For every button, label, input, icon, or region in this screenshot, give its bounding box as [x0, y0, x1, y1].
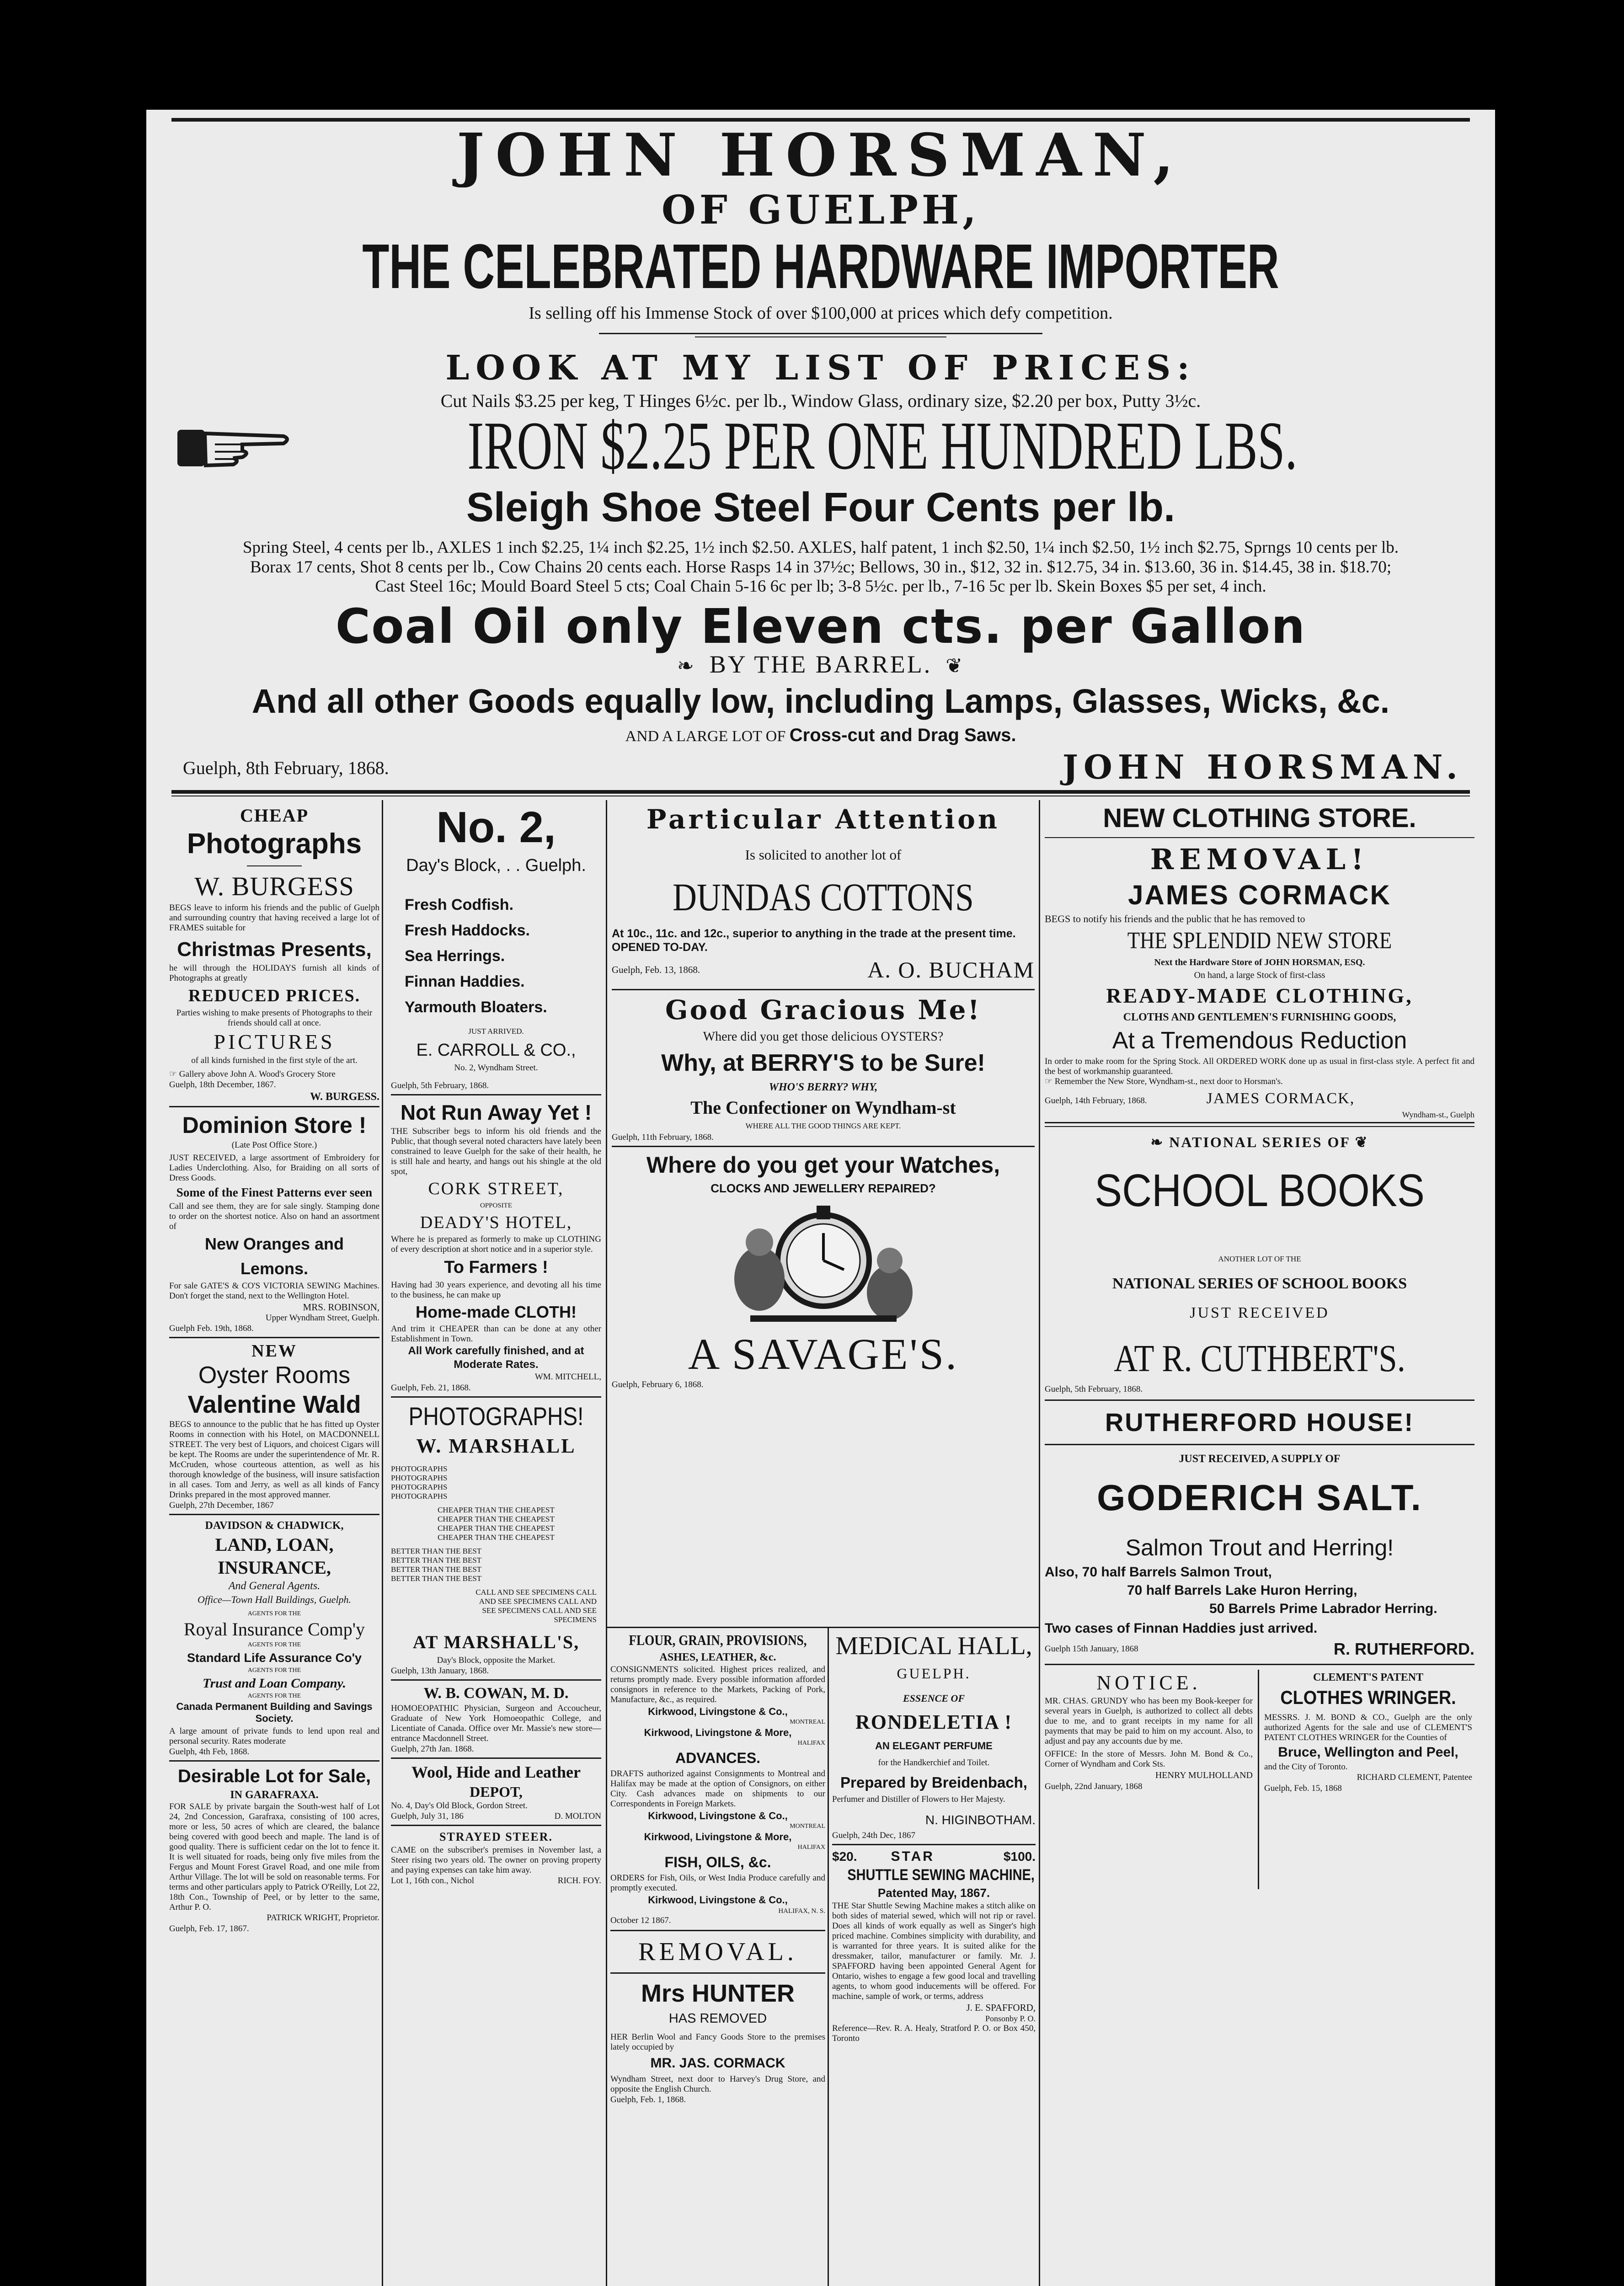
rutherford-heading: RUTHERFORD HOUSE!: [1105, 1408, 1415, 1437]
kirk-date: October 12 1867.: [610, 1916, 671, 1925]
agents-label-1: AGENTS FOR THE: [247, 1610, 301, 1617]
column-3: [612, 802, 1035, 1625]
strayed-text: CAME on the subscriber's premises in November last, a Steer rising two years old. The owner on proving property and paying expenses can take him away.: [391, 1845, 601, 1875]
top-rule: [171, 118, 1470, 122]
clements-label: CLEMENT'S PATENT: [1313, 1672, 1424, 1683]
deadys-text: Where he is prepared as formerly to make up CLOTHING of every description at short notice and in a superior style.: [391, 1234, 601, 1254]
depot-heading: DEPOT,: [470, 1784, 523, 1800]
cormack-heading: MR. JAS. CORMACK: [650, 2056, 785, 2071]
whos-berry: WHO'S BERRY? WHY,: [769, 1081, 878, 1093]
medical-date: Guelph, 24th Dec, 1867: [832, 1831, 916, 1840]
james-cormack-heading: JAMES CORMACK: [1128, 880, 1391, 910]
wringer-heading: CLOTHES WRINGER.: [1280, 1687, 1456, 1708]
rule: [1045, 1444, 1474, 1445]
bucham-foot: [612, 957, 1035, 983]
garafraxa-label: IN GARAFRAXA.: [230, 1789, 319, 1801]
column-1: [169, 802, 379, 2286]
finest-patterns: Some of the Finest Patterns ever seen: [176, 1186, 373, 1199]
patented-line: Patented May, 1867.: [877, 1886, 990, 1900]
halifax-3: HALIFAX, N. S.: [778, 1907, 825, 1915]
agents-label-3: AGENTS FOR THE: [247, 1667, 301, 1674]
kirkwood-3: Kirkwood, Livingstone & Co.,: [648, 1810, 788, 1821]
molton-date-wrap: [391, 1811, 601, 1822]
cork-street: CORK STREET,: [428, 1179, 564, 1198]
notrun-heading: Not Run Away Yet !: [400, 1100, 592, 1124]
wright-signature: PATRICK WRIGHT, Proprietor.: [267, 1913, 379, 1923]
header-divider: [599, 333, 1042, 334]
valentine-date: Guelph, 27th December, 1867: [169, 1501, 274, 1510]
notice-office: OFFICE: In the store of Messrs. John M. Bond & Co., Corner of Wyndham and Cork Sts.: [1045, 1749, 1253, 1769]
rondeletia-heading: RONDELETIA !: [855, 1711, 1013, 1733]
tagline-wrap: [165, 232, 1477, 301]
reduced-prices: REDUCED PRICES.: [188, 986, 361, 1005]
guelph-label: GUELPH.: [897, 1665, 971, 1682]
next-door: Next the Hardware Store of JOHN HORSMAN, ESQ.: [1154, 957, 1365, 967]
rule: [169, 1106, 379, 1107]
deadys-hotel: DEADY'S HOTEL,: [420, 1213, 572, 1232]
salmon-line-1: Also, 70 half Barrels Salmon Trout,: [1045, 1565, 1272, 1580]
kirkwood-2: Kirkwood, Livingstone & More,: [644, 1727, 792, 1738]
cheap-label: CHEAP: [240, 805, 309, 826]
carroll-name: E. CARROLL & CO.,: [416, 1041, 576, 1060]
cloths-line: CLOTHS AND GENTLEMEN'S FURNISHING GOODS,: [1123, 1011, 1396, 1023]
rule: [612, 989, 1035, 990]
shuttle-heading: SHUTTLE SEWING MACHINE,: [847, 1866, 1035, 1884]
header-bottom-rule: [171, 790, 1470, 794]
bottom-ads: [1045, 1670, 1474, 1889]
rule: [391, 1396, 601, 1398]
intro-line: Is selling off his Immense Stock of over $100,000 at prices which defy competition.: [529, 304, 1113, 323]
header-divider-2: [695, 336, 946, 337]
desirable-text: FOR SALE by private bargain the South-west half of Lot 24, 2nd Concession, Garafraxa, consisting of 100 acres, more or less, 50 acres of which are cleared, the balance being covered with good beech and maple. The land is of good quality. There is sufficient cedar on the lot to fence it. It is well situated for roads, being only five miles from the Fergus and Mount Forest Gravel Road, and one mile from Arthur Village. The lot will be sold on reasonable terms. For terms and other particulars apply to Patrick O'Reilly, Lot 22, 18th Con., Township of Peel, or by letter to the same, Arthur P. O.: [169, 1802, 379, 1912]
new-label: NEW: [251, 1341, 297, 1361]
hunter-heading: Mrs HUNTER: [641, 1980, 795, 2007]
price-twenty: $20.: [832, 1849, 857, 1864]
ruth-signature: R. RUTHERFORD.: [1334, 1640, 1474, 1658]
rule: [247, 865, 302, 866]
molton-name: D. MOLTON: [554, 1811, 601, 1821]
salmon-line-3: 50 Barrels Prime Labrador Herring.: [1209, 1601, 1437, 1616]
farmers-heading: To Farmers !: [444, 1258, 548, 1277]
fish-item: Fresh Codfish.: [405, 896, 514, 913]
homemade-heading: Home-made CLOTH!: [415, 1303, 577, 1321]
goderich-heading: GODERICH SALT.: [1097, 1477, 1422, 1518]
column-4: [1045, 802, 1474, 2286]
remember-line-wrap: [1045, 1077, 1474, 1087]
column-rule-3: [1039, 800, 1040, 2286]
notice-text: MR. CHAS. GRUNDY who has been my Book-keeper for several years in Guelph, is authorized to collect all debts due to me, and to grant receipts in my name for all payments that may be paid to him on my account. Also, to adjust and pay any accounts due by me.: [1045, 1696, 1253, 1746]
rule: [1045, 1122, 1474, 1123]
dundas-heading: DUNDAS COTTONS: [673, 875, 974, 919]
tagline: THE CELEBRATED HARDWARE IMPORTER: [362, 232, 1279, 301]
rule: [610, 1972, 825, 1974]
notice-heading: NOTICE.: [1096, 1672, 1201, 1694]
kirkwood-4: Kirkwood, Livingstone & More,: [644, 1831, 792, 1843]
ruth-foot: [1045, 1639, 1474, 1659]
medical-hall: MEDICAL HALL,: [835, 1632, 1032, 1660]
christmas-text: he will through the HOLIDAYS furnish all kinds of Photographs at greatly: [169, 963, 379, 983]
bucham-signature: A. O. BUCHAM: [867, 957, 1035, 983]
just-arrived: JUST ARRIVED.: [468, 1027, 524, 1036]
hunter-date: Guelph, Feb. 1, 1868.: [610, 2095, 686, 2104]
just-received: JUST RECEIVED: [1190, 1304, 1330, 1321]
standard-life: Standard Life Assurance Co'y: [187, 1651, 362, 1665]
bucham-date: Guelph, Feb. 13, 1868.: [612, 964, 700, 975]
prepared-by: Prepared by Breidenbach,: [840, 1774, 1027, 1791]
rule: [391, 1094, 601, 1095]
at-marshalls: AT MARSHALL'S,: [412, 1632, 580, 1652]
wright-date: Guelph, Feb. 17, 1867.: [169, 1924, 249, 1933]
cormack-date: Guelph, 14th February, 1868.: [1045, 1096, 1147, 1106]
essence-label: ESSENCE OF: [903, 1693, 965, 1704]
agents-label-2: AGENTS FOR THE: [247, 1641, 301, 1648]
halifax-2: HALIFAX: [797, 1844, 825, 1851]
rule: [610, 1930, 825, 1931]
oranges-text: For sale GATE'S & CO'S VICTORIA SEWING Machines. Don't forget the stand, next to the Wellington Hotel.: [169, 1281, 379, 1301]
newspaper-page: [146, 110, 1495, 2286]
header-signature: JOHN HORSMAN.: [1062, 749, 1463, 785]
fish-list: [391, 892, 601, 1020]
clothing-heading: NEW CLOTHING STORE.: [1103, 803, 1416, 833]
kirkwood-1: Kirkwood, Livingstone & Co.,: [648, 1706, 788, 1717]
cowan-heading: W. B. COWAN, M. D.: [423, 1685, 569, 1702]
star-label: STAR: [891, 1849, 935, 1864]
mulholland-name: HENRY MULHOLLAND: [1155, 1770, 1253, 1780]
barrel-wrap: [165, 649, 1477, 679]
carroll-date: Guelph, 5th February, 1868.: [391, 1081, 489, 1090]
salmon-heading: Salmon Trout and Herring!: [1125, 1535, 1394, 1560]
sleigh-steel: Sleigh Shoe Steel Four Cents per lb.: [466, 485, 1175, 530]
burgess-date: Guelph, 18th December, 1867.: [169, 1080, 276, 1090]
rule: [1045, 837, 1474, 838]
office-line: Office—Town Hall Buildings, Guelph.: [198, 1594, 351, 1605]
robinson-date: Guelph Feb. 19th, 1868.: [169, 1324, 254, 1333]
pointing-hand-icon: ☞: [169, 1069, 179, 1079]
detail-line-2: Borax 17 cents, Shot 8 cents per lb., Cow Chains 20 cents each. Horse Rasps 14 in 37½c; Bellows, 30 in., $12, 32 in. $12.75, 34 in. $13.60, 36 in. $14.45, 38 in. $18.70;: [250, 558, 1392, 577]
pointing-hand-icon: [174, 416, 293, 475]
advertiser-name: JOHN HORSMAN,: [456, 123, 1185, 187]
photographs-heading: Photographs: [187, 828, 362, 860]
strayed-lot: Lot 1, 16th con., Nichol: [391, 1876, 475, 1885]
cormack-address: Wyndham-st., Guelph: [1402, 1110, 1474, 1119]
homemade-text: And trim it CHEAPER than can be done at any other Establishment in Town.: [391, 1324, 601, 1344]
spafford-name: J. E. SPAFFORD,: [966, 2002, 1036, 2013]
robinson-address: Upper Wyndham Street, Guelph.: [265, 1313, 379, 1323]
consign-text: CONSIGNMENTS solicited. Highest prices realized, and returns promptly made. Every possible information afforded consignors in reference to the Markets, Packing of Pork, Manufacture, &c., as required.: [610, 1665, 825, 1704]
mitchell-name: WM. MITCHELL,: [534, 1372, 601, 1382]
robinson-name: MRS. ROBINSON,: [303, 1302, 379, 1313]
molton-address: No. 4, Day's Old Block, Gordon Street.: [391, 1801, 528, 1811]
pointing-hand-icon: ☞: [1045, 1077, 1055, 1086]
rule: [1045, 1664, 1474, 1665]
no2-heading: No. 2,: [436, 803, 556, 852]
notice-date: Guelph, 22nd January, 1868: [1045, 1782, 1143, 1791]
advances-text: DRAFTS authorized against Consignments to Montreal and Halifax may be made at the option of Consignors, on either City. Cash advances made on shipments to our Correspondents in Foreign Markets.: [610, 1769, 825, 1809]
strayed-signature: RICH. FOY.: [557, 1876, 601, 1885]
dominion-text: JUST RECEIVED, a large assortment of Embroidery for Ladies Underclothing. Also, for Braiding on all sorts of Dress Goods.: [169, 1153, 379, 1183]
oysters-question: Where did you get those delicious OYSTERS?: [703, 1030, 944, 1044]
gracious-heading: Good Gracious Me!: [665, 994, 981, 1025]
photographs-heading-2: PHOTOGRAPHS!: [408, 1402, 584, 1431]
header-dateline: Guelph, 8th February, 1868.: [183, 758, 389, 778]
general-agents: And General Agents.: [228, 1580, 321, 1592]
national-series-heading: [1045, 1131, 1474, 1154]
clock-cherubs-illustration: [612, 1201, 1035, 1329]
montreal-2: MONTREAL: [790, 1823, 825, 1830]
better-list: BETTER THAN THE BEST BETTER THAN THE BEST BETTER THAN THE BEST BETTER THAN THE BEST: [391, 1547, 482, 1583]
column-rule-2: [606, 800, 607, 2286]
rule: [612, 1146, 1035, 1147]
days-block: Day's Block, . . Guelph.: [406, 856, 586, 875]
detail-line-3: Cast Steel 16c; Mould Board Steel 5 cts; Coal Chain 5-16 6c per lb; 3-8 5½c. per lb., 7-16 5c per lb. Skein Boxes $5 per set, 4 inch.: [375, 577, 1266, 596]
removal-banner: REMOVAL!: [1150, 843, 1369, 876]
ponsonby-line: Ponsonby P. O.: [985, 2014, 1036, 2023]
fish-item: Finnan Haddies.: [405, 973, 525, 990]
cormack-signature: JAMES CORMACK,: [1206, 1090, 1355, 1107]
oranges-heading: New Oranges and Lemons.: [204, 1234, 344, 1278]
reduced-text: Parties wishing to make presents of Photographs to their friends should call at once.: [176, 1008, 373, 1028]
wringer-text: MESSRS. J. M. BOND & CO., Guelph are the only authorized Agents for the sale and use of CLEMENT'S PATENT CLOTHES WRINGER for the Counties of: [1264, 1713, 1472, 1742]
carroll-address: No. 2, Wyndham Street.: [454, 1063, 538, 1073]
richard-clement: RICHARD CLEMENT, Patentee: [1357, 1773, 1472, 1782]
rule: [391, 1825, 601, 1826]
valentine-heading: Valentine Wald: [187, 1391, 361, 1418]
savage-heading: A SAVAGE'S.: [688, 1330, 959, 1378]
dominion-heading: Dominion Store !: [182, 1112, 367, 1138]
desirable-heading: Desirable Lot for Sale,: [177, 1766, 371, 1786]
kirkwood-5: Kirkwood, Livingstone & Co.,: [648, 1894, 788, 1906]
detail-line-1: Spring Steel, 4 cents per lb., AXLES 1 inch $2.25, 1¼ inch $2.25, 1½ inch $2.50. AXLES, half patent, 1 inch $2.50, 1¼ inch $2.50, 1½ inch $2.75, Sprngs 10 cents per lb.: [242, 538, 1399, 557]
marshall-heading: W. MARSHALL: [416, 1435, 576, 1457]
clocks-heading: CLOCKS AND JEWELLERY REPAIRED?: [710, 1181, 936, 1195]
confectioner-heading: The Confectioner on Wyndham-st: [690, 1097, 956, 1118]
other-goods: And all other Goods equally low, including Lamps, Glasses, Wicks, &c.: [251, 682, 1390, 720]
watches-heading: Where do you get your Watches,: [646, 1152, 1000, 1178]
counties-line: Bruce, Wellington and Peel,: [1278, 1745, 1458, 1760]
saws-label: Cross-cut and Drag Saws.: [789, 725, 1016, 745]
fleuron-left-icon: ❧: [1150, 1134, 1170, 1150]
fish-text: ORDERS for Fish, Oils, or West India Produce carefully and promptly executed.: [610, 1873, 825, 1893]
fish-item: Fresh Haddocks.: [405, 922, 530, 939]
rule: [169, 1514, 379, 1515]
oyster-heading: Oyster Rooms: [198, 1362, 351, 1389]
star-price-line: [832, 1848, 1036, 1865]
molton-date: Guelph, July 31, 186: [391, 1811, 464, 1821]
notice-ad: [1045, 1670, 1253, 1792]
finest-text: Call and see them, they are for sale singly. Stamping done to order on the shortest notice. Also on hand an assortment of: [169, 1202, 379, 1231]
salmon-line-2: 70 half Barrels Lake Huron Herring,: [1127, 1583, 1357, 1598]
remember-line: Remember the New Store, Wyndham-st., next door to Horsman's.: [1054, 1077, 1283, 1086]
gallery-text: [169, 1069, 379, 1079]
begs-line: BEGS to notify his friends and the public that he has removed to: [1045, 913, 1305, 924]
marshall-date: Guelph, 13th January, 1868.: [391, 1666, 489, 1676]
prices-line: Cut Nails $3.25 per keg, T Hinges 6½c. per lb., Window Glass, ordinary size, $2.20 per box, Putty 3½c.: [440, 390, 1201, 411]
national-series-line: NATIONAL SERIES OF SCHOOL BOOKS: [1112, 1275, 1407, 1292]
burgess-heading: W. BURGESS: [194, 871, 354, 901]
rule: [832, 1844, 1036, 1845]
column-3-divider: [607, 1627, 1039, 1628]
higinbotham-name: N. HIGINBOTHAM.: [925, 1813, 1036, 1827]
valentine-text: BEGS to announce to the public that he has fitted up Oyster Rooms in connection with his Hotel, on MACDONNELL STREET. The very best of Liquors, and choicest Cigars will be kept. The Rooms are under the superintendence of Mr. R. McCruden, whose courteous attention, as well as his thorough knowledge of the business, will insure satisfaction in all cases. Tom and Jerry, as well as all kinds of Fancy Drinks prepared in the most approved manner.: [169, 1420, 379, 1500]
iron-wrap: [297, 411, 1468, 480]
reference-line: Reference—Rev. R. A. Healy, Stratford P. O. or Box 450, Toronto: [832, 2024, 1036, 2043]
savage-date: Guelph, February 6, 1868.: [612, 1380, 704, 1389]
halifax-1: HALIFAX: [797, 1740, 825, 1747]
pictures-heading: PICTURES: [214, 1030, 335, 1053]
list-heading: LOOK AT MY LIST OF PRICES:: [445, 348, 1196, 388]
fleuron-right-icon: ❦: [932, 655, 965, 677]
berry-date: Guelph, 11th February, 1868.: [612, 1132, 714, 1142]
finnan-line: Two cases of Finnan Haddies just arrived.: [1045, 1621, 1318, 1636]
wringer-date: Guelph, Feb. 15, 1868: [1264, 1784, 1342, 1793]
canada-text: A large amount of private funds to lend upon real and personal security. Rates moderate: [169, 1726, 379, 1746]
wool-heading: Wool, Hide and Leather: [411, 1763, 581, 1781]
ashes-heading: ASHES, LEATHER, &c.: [659, 1651, 776, 1663]
supply-line: JUST RECEIVED, A SUPPLY OF: [1179, 1453, 1341, 1465]
cowan-date: Guelph, 27th Jan. 1868.: [391, 1744, 474, 1754]
canada-permanent: Canada Permanent Building and Savings Society.: [176, 1701, 373, 1724]
elegant-perfume: AN ELEGANT PERFUME: [875, 1740, 993, 1752]
handkerchief-line: for the Handkerchief and Toilet.: [878, 1758, 990, 1768]
national-series-label: NATIONAL SERIES OF: [1169, 1134, 1350, 1150]
fleuron-left-icon: ❧: [677, 655, 710, 677]
days-opposite: Day's Block, opposite the Market.: [437, 1656, 556, 1665]
advertiser-place: OF GUELPH,: [661, 187, 980, 233]
allwork-heading: All Work carefully finished, and at Moderate Rates.: [408, 1345, 584, 1371]
strayed-foot: [391, 1875, 601, 1886]
rule: [169, 1337, 379, 1338]
rule: [391, 1679, 601, 1681]
rule: [1045, 1399, 1474, 1401]
cormack-text: Wyndham Street, next door to Harvey's Drug Store, and opposite the English Church.: [610, 2074, 825, 2094]
tremendous-heading: At a Tremendous Reduction: [1112, 1027, 1407, 1054]
fish-heading: FISH, OILS, &c.: [664, 1854, 771, 1870]
column-2: [391, 802, 601, 2286]
cheaper-list: CHEAPER THAN THE CHEAPEST CHEAPER THAN THE CHEAPEST CHEAPER THAN THE CHEAPEST CHEAPER THAN THE CHEAPEST: [438, 1506, 555, 1542]
advances-heading: ADVANCES.: [675, 1750, 761, 1766]
cuthbert-date: Guelph, 5th February, 1868.: [1045, 1384, 1143, 1394]
royal-insurance: Royal Insurance Comp'y: [183, 1619, 365, 1640]
notrun-text: THE Subscriber begs to inform his old friends and the Public, that though several noted characters have lately been constrained to leave Guelph for the sake of their health, he is still hale and hearty, and hangs out his shingle at the old spot,: [391, 1127, 601, 1176]
school-books-heading: SCHOOL BOOKS: [1095, 1165, 1425, 1216]
cormack-foot: [1045, 1090, 1474, 1110]
coal-oil: Coal Oil only Eleven cts. per Gallon: [335, 599, 1306, 654]
column-rule-3a: [828, 1628, 829, 2286]
callsee-list: CALL AND SEE SPECIMENS CALL AND SEE SPECIMENS CALL AND SEE SPECIMENS CALL AND SEE SPECIMENS: [475, 1588, 597, 1624]
saws-prefix: AND A LARGE LOT OF: [625, 728, 786, 745]
burgess-signature: W. BURGESS.: [310, 1091, 379, 1103]
by-the-barrel: BY THE BARREL.: [709, 651, 932, 678]
rule: [169, 1760, 379, 1762]
iron-price: IRON $2.25 PER ONE HUNDRED LBS.: [467, 411, 1298, 480]
solicited-line: Is solicited to another lot of: [745, 847, 902, 863]
removal-heading: REMOVAL.: [638, 1938, 797, 1966]
cowan-text: HOMOEOPATHIC Physician, Surgeon and Accoucheur, Graduate of New York Homoeopathic College, and Licentiate of Canada. Office over Mr. Massie's new store—entrance Macdonnell Street.: [391, 1704, 601, 1743]
another-lot: ANOTHER LOT OF THE: [1218, 1255, 1301, 1263]
land-loan-heading: LAND, LOAN, INSURANCE,: [215, 1534, 334, 1578]
tremendous-text: In order to make room for the Spring Stock. All ORDERED WORK done up as usual in first-class style. A perfect fit and the best of workmanship guaranteed.: [1045, 1057, 1474, 1076]
cuthbert-heading: AT R. CUTHBERT'S.: [1114, 1337, 1405, 1380]
on-hand: On hand, a large Stock of first-class: [1194, 970, 1325, 980]
mitchell-date: Guelph, Feb. 21, 1868.: [391, 1383, 471, 1393]
pictures-text: of all kinds furnished in the first style of the art.: [191, 1056, 358, 1065]
perfumer-text: Perfumer and Distiller of Flowers to Her Majesty.: [832, 1795, 1005, 1804]
dundas-text: At 10c., 11c. and 12c., superior to anything in the trade at the present time. OPENED TO-DAY.: [612, 927, 1016, 954]
photo-list: PHOTOGRAPHS PHOTOGRAPHS PHOTOGRAPHS PHOTOGRAPHS: [391, 1464, 448, 1501]
wringer-ad: [1264, 1670, 1472, 1794]
splendid-store: THE SPLENDID NEW STORE: [1127, 928, 1392, 954]
saws-line: [165, 722, 1477, 748]
late-post-office: (Late Post Office Store.): [231, 1140, 317, 1150]
column-rule-1: [382, 800, 383, 2286]
agents-label-4: AGENTS FOR THE: [247, 1693, 301, 1699]
opposite-label: OPPOSITE: [480, 1202, 512, 1209]
ruth-date: Guelph 15th January, 1868: [1045, 1644, 1138, 1654]
price-hundred: $100.: [1003, 1849, 1036, 1864]
fish-item: Yarmouth Bloaters.: [405, 999, 547, 1016]
fish-item: Sea Herrings.: [405, 947, 505, 965]
berrys-heading: Why, at BERRY'S to be Sure!: [661, 1050, 985, 1076]
has-removed: HAS REMOVED: [668, 2011, 767, 2026]
burgess-text: BEGS leave to inform his friends and the public of Guelph and surrounding country that having received a large lot of FRAMES suitable for: [169, 903, 379, 933]
canada-date: Guelph, 4th Feb, 1868.: [169, 1747, 250, 1757]
rule: [391, 1757, 601, 1759]
flour-heading: FLOUR, GRAIN, PROVISIONS,: [629, 1632, 807, 1648]
hunter-text: HER Berlin Wool and Fancy Goods Store to the premises lately occupied by: [610, 2032, 825, 2052]
column-rule-4a: [1258, 1670, 1259, 1889]
trust-loan: Trust and Loan Company.: [203, 1676, 346, 1691]
christmas-heading: Christmas Presents,: [177, 938, 372, 961]
rule: [1045, 1126, 1474, 1127]
farmers-text: Having had 30 years experience, and devoting all his time to the business, he can make up: [391, 1280, 601, 1300]
toronto-line: and the City of Toronto.: [1264, 1762, 1348, 1772]
strayed-heading: STRAYED STEER.: [439, 1830, 553, 1843]
shuttle-text: THE Star Shuttle Sewing Machine makes a stitch alike on both sides of material sewed, which will not rip or ravel. Does all kinds of work equally as well as Singer's high priced machine. Combines simplicity with durability, and is warranted for three years. It is suited alike for the dressmaker, tailor, manufacturer or family. Mr. J. SPAFFORD having been appointed General Agent for Ontario, wishes to engage a few good local and travelling agents, to whom good inducements will be offered. For machine, sample of work, or terms, address: [832, 1901, 1036, 2001]
column-3b: [832, 1630, 1036, 2286]
fleuron-right-icon: ❦: [1350, 1134, 1369, 1150]
particular-heading: Particular Attention: [646, 804, 1000, 835]
readymade-heading: READY-MADE CLOTHING,: [1106, 984, 1413, 1007]
montreal-1: MONTREAL: [790, 1719, 825, 1725]
davidson-heading: DAVIDSON & CHADWICK,: [205, 1520, 344, 1532]
column-3a: [610, 1630, 825, 2286]
good-things: WHERE ALL THE GOOD THINGS ARE KEPT.: [745, 1122, 901, 1130]
gallery-line: Gallery above John A. Wood's Grocery Store: [179, 1069, 336, 1079]
